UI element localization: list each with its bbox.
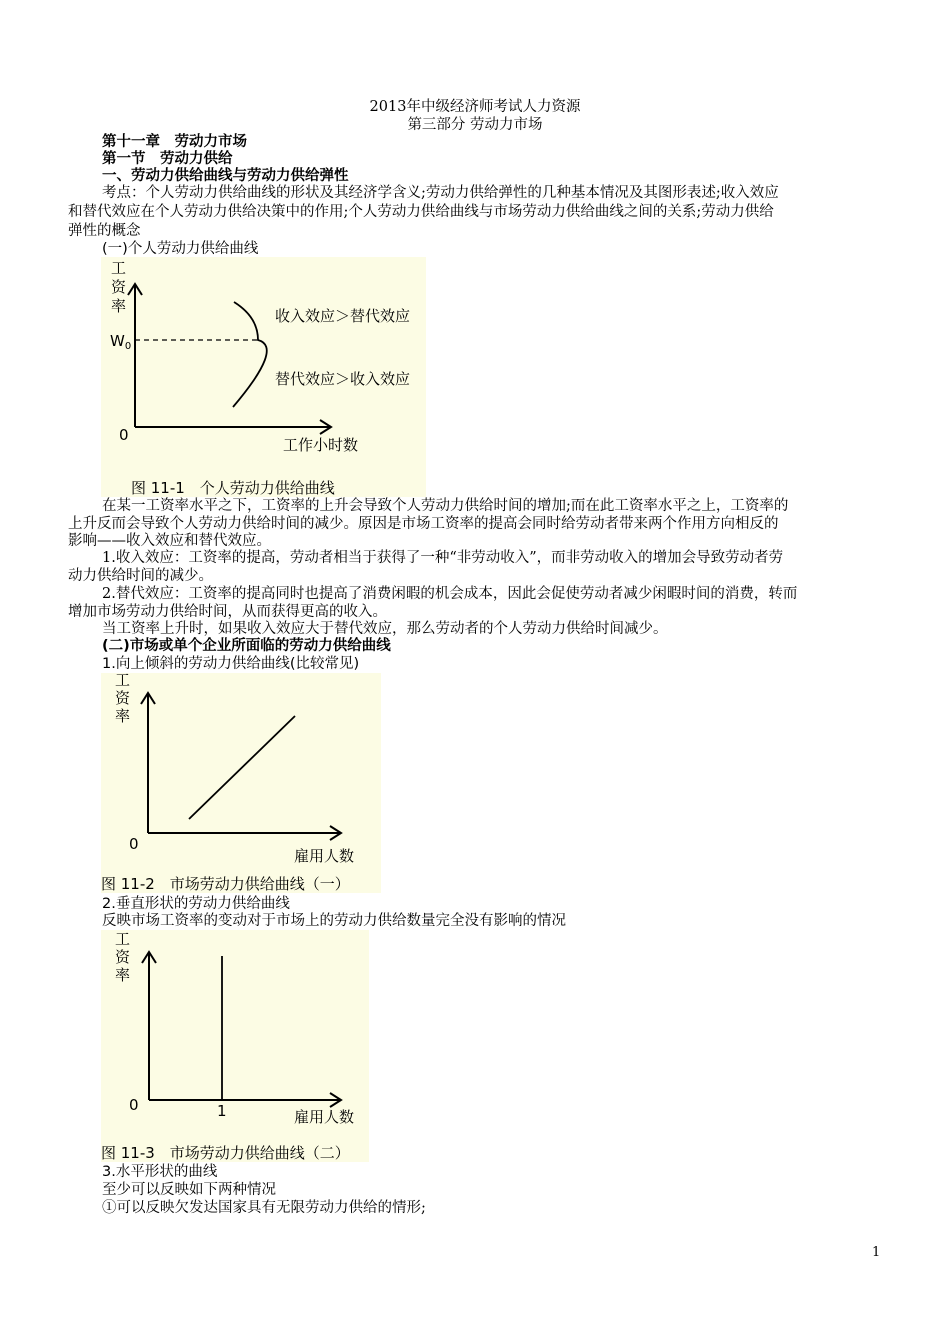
figure-11-1-svg [101, 257, 426, 497]
x-axis-label: 雇用人数 [294, 1108, 355, 1126]
doc-title: 2013年中级经济师考试人力资源 [369, 99, 581, 115]
kaodian-line: 考点：个人劳动力供给曲线的形状及其经济学含义;劳动力供给弹性的几种基本情况及其图形表述;收入效应 [102, 185, 779, 201]
figure-11-2 [101, 673, 381, 893]
paragraph-line: 至少可以反映如下两种情况 [102, 1182, 276, 1198]
upper-region-label: 收入效应＞替代效应 [275, 307, 411, 325]
origin-label: 0 [129, 835, 139, 853]
list-item: 2.垂直形状的劳动力供给曲线 [102, 896, 290, 912]
heading-1: 一、劳动力供给曲线与劳动力供给弹性 [102, 168, 349, 184]
origin-label: 0 [119, 426, 129, 444]
x-axis-label: 雇用人数 [294, 847, 355, 865]
chapter-heading: 第十一章 劳动力市场 [102, 134, 247, 150]
y-axis-label: 资 [111, 278, 127, 296]
doc-subtitle: 第三部分 劳动力市场 [407, 117, 543, 133]
list-item: 1.向上倾斜的劳动力供给曲线(比较常见) [102, 656, 360, 672]
subheading-2: (二)市场或单个企业所面临的劳动力供给曲线 [102, 638, 391, 654]
paragraph-line: 1.收入效应：工资率的提高，劳动者相当于获得了一种“非劳动收入”，而非劳动收入的增加会导致劳动者劳 [102, 550, 784, 566]
paragraph-line: 在某一工资率水平之下，工资率的上升会导致个人劳动力供给时间的增加;而在此工资率水平之上，工资率的 [102, 498, 789, 514]
x-tick-label: 1 [217, 1102, 227, 1120]
paragraph-line: 影响——收入效应和替代效应。 [68, 533, 271, 549]
paragraph-line: 2.替代效应：工资率的提高同时也提高了消费闲暇的机会成本，因此会促使劳动者减少闲暇时间的消费，转而 [102, 586, 798, 602]
kaodian-line: 弹性的概念 [68, 223, 141, 239]
figure-caption: 图 11-2 市场劳动力供给曲线（一） [101, 875, 350, 893]
paragraph-line: ①可以反映欠发达国家具有无限劳动力供给的情形; [102, 1200, 426, 1216]
figure-11-3-svg [101, 930, 369, 1162]
y-axis-label: 率 [115, 707, 131, 725]
paragraph-line: 动力供给时间的减少。 [68, 568, 213, 584]
y-axis-label: 工 [115, 673, 131, 689]
paragraph-line: 反映市场工资率的变动对于市场上的劳动力供给数量完全没有影响的情况 [102, 913, 566, 929]
y-axis-label: 工 [115, 930, 131, 948]
figure-caption: 图 11-1 个人劳动力供给曲线 [131, 479, 335, 497]
paragraph-line: 当工资率上升时，如果收入效应大于替代效应，那么劳动者的个人劳动力供给时间减少。 [102, 621, 668, 637]
figure-11-2-svg [101, 673, 381, 893]
supply-curve [233, 302, 267, 407]
figure-11-3 [101, 930, 369, 1162]
origin-label: 0 [129, 1096, 139, 1114]
w0-label: $W_0$ [110, 332, 132, 352]
lower-region-label: 替代效应＞收入效应 [275, 370, 411, 388]
y-axis-label: 资 [115, 689, 131, 707]
y-axis-label: 工 [111, 259, 127, 277]
y-axis-label: 资 [115, 948, 131, 966]
paragraph-line: 上升反而会导致个人劳动力供给时间的减少。原因是市场工资率的提高会同时给劳动者带来两个作用方向相反的 [68, 516, 779, 532]
supply-line [189, 716, 295, 819]
list-item: 3.水平形状的曲线 [102, 1164, 218, 1180]
x-axis-label: 工作小时数 [283, 436, 359, 454]
page-number: 1 [872, 1245, 881, 1260]
section-heading: 第一节 劳动力供给 [102, 151, 233, 167]
subheading-1: (一)个人劳动力供给曲线 [102, 241, 259, 257]
figure-11-1 [101, 257, 426, 497]
y-axis-label: 率 [115, 966, 131, 984]
y-axis-label: 率 [111, 297, 127, 315]
kaodian-line: 和替代效应在个人劳动力供给决策中的作用;个人劳动力供给曲线与市场劳动力供给曲线之间的关系;劳动力供给 [68, 204, 774, 220]
figure-caption: 图 11-3 市场劳动力供给曲线（二） [101, 1144, 350, 1162]
paragraph-line: 增加市场劳动力供给时间，从而获得更高的收入。 [68, 604, 387, 620]
